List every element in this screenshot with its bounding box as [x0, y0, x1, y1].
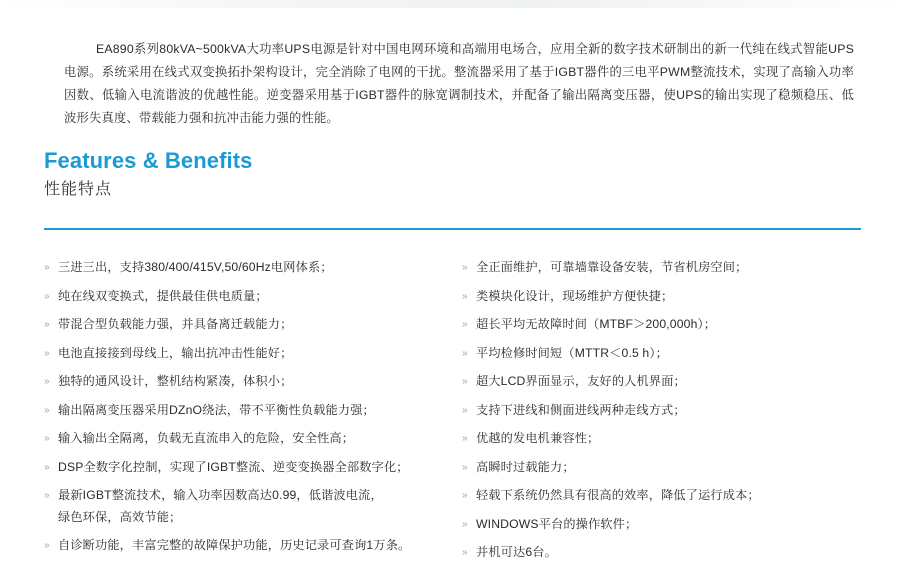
double-chevron-right-icon: » [44, 376, 48, 387]
section-title-english: Features & Benefits [44, 148, 253, 173]
list-item [462, 315, 864, 334]
feature-text-line2: 绿色环保，高效节能； [58, 510, 182, 524]
feature-text: 带混合型负载能力强，并具备离迁载能力； [58, 317, 293, 331]
intro-paragraph: EA890系列80kVA~500kVA大功率UPS电源是针对中国电网环境和高端用电场合，应用全新的数字技术研制出的新一代纯在线式智能UPS电源。系统采用在线式双变换拓扑架构设计，完全消除了电网的干扰。整流器采用了基于IGBT器件的三电平PWM整流技术，实现了高输入功率因数、低输入电流谐波的优越性能。逆变器采用基于IGBT器件的脉宽调制技术，并配备了输出隔离变压器，使UPS的输出实现了稳频稳压、低波形失真度、带载能力强和抗冲击能力强的性能。 [64, 42, 854, 125]
feature-text: 输入输出全隔离，负载无直流串入的危险，安全性高； [58, 431, 355, 445]
list-item [462, 258, 864, 277]
list-item [44, 401, 454, 420]
section-title-chinese: 性能特点 [44, 181, 113, 198]
double-chevron-right-icon: » [44, 461, 48, 473]
list-item [462, 344, 864, 363]
list-item [44, 287, 454, 306]
feature-text [58, 486, 454, 526]
feature-text: WINDOWS平台的操作软件； [476, 516, 638, 531]
features-column-left [44, 258, 454, 572]
double-chevron-right-icon: » [462, 461, 466, 473]
list-item [462, 486, 864, 505]
feature-text: 优越的发电机兼容性； [476, 431, 600, 445]
section-heading [44, 148, 644, 202]
feature-text: 输出隔离变压器采用DZnO绕法，带不平衡性负载能力强； [58, 402, 375, 417]
feature-text: 独特的通风设计，整机结构紧凑，体积小； [58, 374, 293, 388]
double-chevron-right-icon: » [44, 404, 48, 416]
double-chevron-right-icon: » [462, 433, 466, 444]
section-divider-line [44, 228, 861, 230]
double-chevron-right-icon: » [462, 290, 466, 302]
double-chevron-right-icon: » [44, 262, 48, 273]
intro-paragraph-block [64, 38, 854, 130]
list-item [44, 372, 454, 391]
list-item [462, 401, 864, 420]
feature-text: 平均检修时间短（MTTR＜0.5 h）； [476, 345, 668, 360]
double-chevron-right-icon: » [462, 347, 466, 359]
double-chevron-right-icon: » [462, 547, 466, 558]
feature-text: 超长平均无故障时间（MTBF＞200,000h）； [476, 317, 717, 331]
list-item [462, 287, 864, 306]
list-item [44, 344, 454, 363]
list-item [462, 543, 864, 562]
feature-text: 全正面维护，可靠墙靠设备安装，节省机房空间； [476, 260, 748, 274]
double-chevron-right-icon: » [44, 290, 48, 302]
feature-text: 纯在线双变换式，提供最佳供电质量； [58, 288, 268, 303]
double-chevron-right-icon: » [462, 490, 466, 501]
list-item [462, 372, 864, 391]
list-item [44, 429, 454, 448]
list-item [44, 536, 454, 555]
list-item [44, 258, 454, 277]
feature-text: 支持下进线和侧面进线两种走线方式； [476, 402, 686, 417]
list-item [462, 458, 864, 477]
feature-text: 自诊断功能，丰富完整的故障保护功能，历史记录可查询1万条。 [58, 537, 411, 552]
feature-text: 轻载下系统仍然具有很高的效率，降低了运行成本； [476, 488, 760, 502]
double-chevron-right-icon: » [462, 262, 466, 273]
feature-text: 三进三出，支持380/400/415V,50/60Hz电网体系； [58, 260, 333, 274]
list-item [44, 458, 454, 477]
list-item [44, 315, 454, 334]
double-chevron-right-icon: » [44, 433, 48, 444]
double-chevron-right-icon: » [44, 539, 48, 551]
list-item [462, 515, 864, 534]
features-columns [44, 258, 864, 572]
double-chevron-right-icon: » [44, 490, 48, 501]
feature-text: 并机可达6台。 [476, 545, 557, 559]
double-chevron-right-icon: » [44, 319, 48, 330]
features-column-right [454, 258, 864, 572]
double-chevron-right-icon: » [462, 404, 466, 416]
feature-text-line1: 最新IGBT整流技术，输入功率因数高达0.99，低谐波电流， [58, 488, 383, 502]
double-chevron-right-icon: » [462, 376, 466, 387]
feature-text: 电池直接接到母线上，输出抗冲击性能好； [58, 345, 293, 360]
double-chevron-right-icon: » [462, 518, 466, 530]
double-chevron-right-icon: » [462, 319, 466, 330]
feature-text: DSP全数字化控制，实现了IGBT整流、逆变变换器全部数字化； [58, 459, 409, 474]
page-top-band [0, 0, 905, 8]
double-chevron-right-icon: » [44, 347, 48, 359]
feature-text: 类模块化设计，现场维护方便快捷； [476, 288, 674, 303]
list-item [44, 486, 454, 526]
feature-text: 高瞬时过载能力； [476, 459, 575, 474]
list-item [462, 429, 864, 448]
feature-text: 超大LCD界面显示，友好的人机界面； [476, 374, 686, 388]
